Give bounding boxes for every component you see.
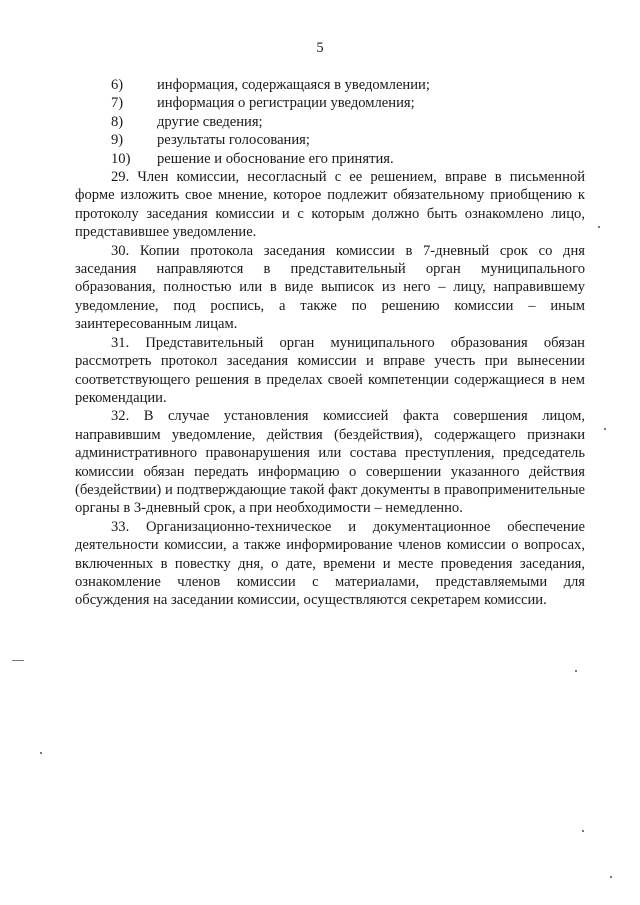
list-item [75,76,585,94]
paragraph-31: 31. Представительный орган муниципального образования обязан рассмотреть протокол заседания комиссии и вправе учесть при вынесении соответствующего решения в пределах своей компетенции содержащиеся в нем рекомендации. [75,334,585,406]
list-item-number: 10) [111,150,131,167]
list-item-text: информация, содержащаяся в уведомлении; [157,77,430,93]
list-item-text: результаты голосования; [157,132,310,149]
list-item-number: 6) [111,77,124,93]
list-item-text: решение и обоснование его принятия. [157,150,394,167]
list-item [75,131,585,149]
paragraph-32: 32. В случае установления комиссией факта совершения лицом, направившим уведомление, действия (бездействия), содержащего признаки административного правонарушения или состава преступления, председатель комиссии обязан передать информацию о совершении указанного действия (бездействии) и подтверждающие такой факт документы в правоприменительные органы в 3-дневный срок, а при необходимости – немедленно. [75,408,585,517]
document-body [75,76,585,610]
scan-dot [604,428,606,430]
list-item-number: 7) [111,95,124,112]
page-number: 5 [316,40,324,56]
list-item-number: 9) [111,132,124,149]
paragraph-29: 29. Член комиссии, несогласный с ее решением, вправе в письменной форме изложить свое мнение, которое подлежит обязательному приобщению к протоколу заседания комиссии и с которым должно быть ознакомлено лицо, представившее уведомление. [75,169,585,241]
list-item-number: 8) [111,113,124,130]
list-item [75,94,585,112]
scan-mark [12,660,24,661]
list-item [75,113,585,131]
scan-dot [40,752,42,754]
scan-dot [598,226,600,228]
list-item-text: другие сведения; [157,113,263,130]
scan-dot [610,876,612,878]
list-item-text: информация о регистрации уведомления; [157,95,415,112]
paragraph-30: 30. Копии протокола заседания комиссии в 7-дневный срок со дня заседания направляются в представительный орган муниципального образования, полностью или в виде выписок из него – лицу, направившему уведомление, под роспись, а также по решению комиссии – иным заинтересованным лицам. [75,242,585,333]
scan-dot [575,670,577,672]
list-item [75,150,585,168]
scan-dot [582,830,584,832]
paragraph-33: 33. Организационно-техническое и документационное обеспечение деятельности комиссии, а также информирование членов комиссии о вопросах, включенных в повестку дня, о дате, времени и месте проведения заседания, ознакомление членов комиссии с материалами, представляемыми для обсуждения на заседании комиссии, осуществляются секретарем комиссии. [75,518,585,609]
